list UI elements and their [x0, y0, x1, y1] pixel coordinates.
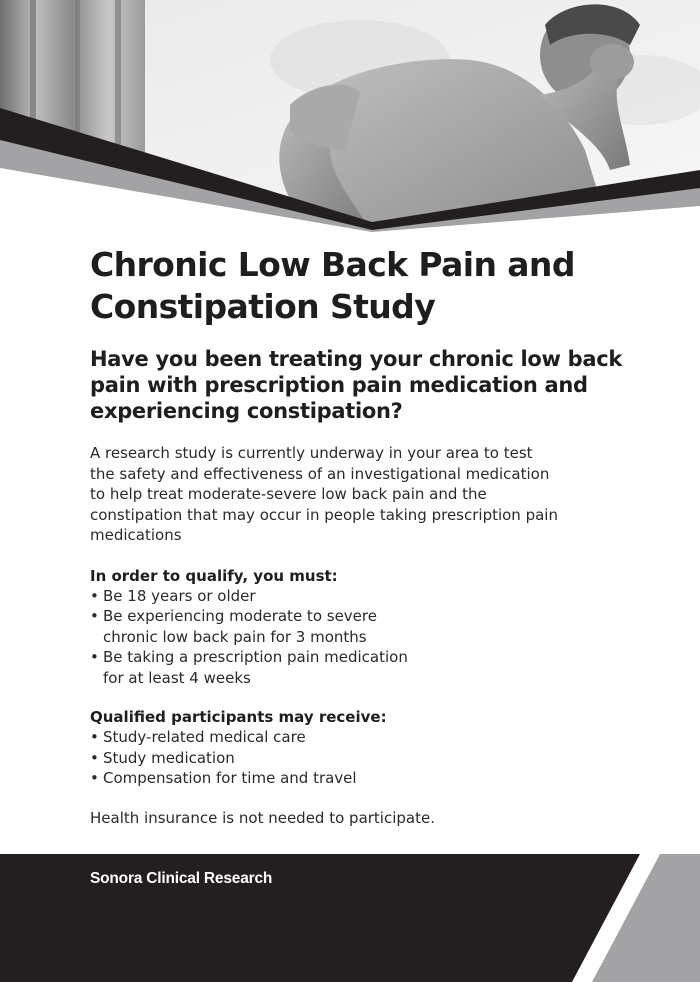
- list-item: • Be experiencing moderate to severe chronic low back pain for 3 months: [90, 606, 420, 647]
- receive-heading: Qualified participants may receive:: [90, 708, 387, 726]
- hero-photo: [0, 0, 700, 232]
- intro-paragraph: A research study is currently underway in your area to test the safety and effectiveness of an investigational medication to help treat moderate-severe low back pain and the constipation that may occur in people taking prescription pain medications: [90, 444, 558, 544]
- list-item: • Be 18 years or older: [90, 586, 420, 607]
- list-item: • Study-related medical care: [90, 727, 420, 748]
- list-item: • Study medication: [90, 748, 420, 769]
- list-item: • Be taking a prescription pain medication for at least 4 weeks: [90, 647, 420, 688]
- insurance-note: Health insurance is not needed to participate.: [90, 808, 435, 827]
- page-title: Chronic Low Back Pain and Constipation Study: [90, 245, 575, 326]
- hero-illustration: [0, 0, 700, 232]
- receive-list: [90, 727, 420, 789]
- page-subtitle: Have you been treating your chronic low back pain with prescription pain medication and experiencing constipation?: [90, 347, 623, 423]
- qualify-heading: In order to qualify, you must:: [90, 566, 338, 585]
- flyer-content: [90, 244, 660, 828]
- qualify-list: [90, 586, 420, 689]
- list-item: • Compensation for time and travel: [90, 768, 420, 789]
- organization-name: Sonora Clinical Research: [90, 870, 273, 887]
